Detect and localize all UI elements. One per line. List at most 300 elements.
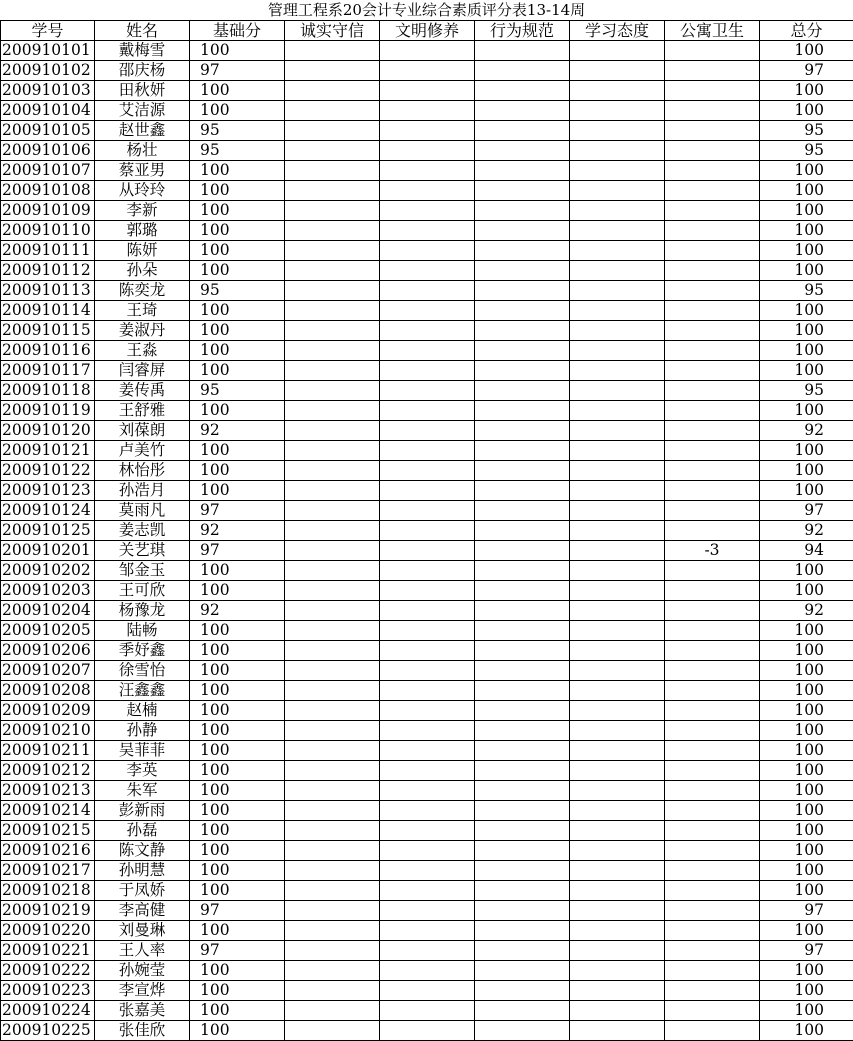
cell-civility[interactable] [380,601,475,621]
cell-honesty[interactable] [285,281,380,301]
cell-honesty[interactable] [285,781,380,801]
cell-civility[interactable] [380,281,475,301]
cell-conduct[interactable] [475,41,570,61]
cell-conduct[interactable] [475,661,570,681]
cell-base-score[interactable]: 100 [190,81,285,101]
cell-dorm-hygiene[interactable] [665,421,760,441]
cell-base-score[interactable]: 100 [190,441,285,461]
cell-conduct[interactable] [475,161,570,181]
cell-study-attitude[interactable] [570,381,665,401]
cell-civility[interactable] [380,361,475,381]
cell-dorm-hygiene[interactable] [665,181,760,201]
cell-conduct[interactable] [475,201,570,221]
cell-honesty[interactable] [285,501,380,521]
cell-name[interactable]: 赵楠 [95,701,190,721]
cell-civility[interactable] [380,581,475,601]
cell-total[interactable]: 100 [760,841,853,861]
cell-name[interactable]: 李高健 [95,901,190,921]
cell-base-score[interactable]: 100 [190,661,285,681]
cell-base-score[interactable]: 97 [190,941,285,961]
cell-honesty[interactable] [285,901,380,921]
cell-base-score[interactable]: 100 [190,321,285,341]
cell-total[interactable]: 100 [760,461,853,481]
cell-civility[interactable] [380,821,475,841]
cell-total[interactable]: 100 [760,821,853,841]
cell-student-id[interactable]: 200910203 [1,581,95,601]
cell-name[interactable]: 朱军 [95,781,190,801]
cell-base-score[interactable]: 100 [190,621,285,641]
cell-student-id[interactable]: 200910211 [1,741,95,761]
cell-dorm-hygiene[interactable] [665,161,760,181]
cell-conduct[interactable] [475,581,570,601]
cell-student-id[interactable]: 200910216 [1,841,95,861]
cell-base-score[interactable]: 100 [190,841,285,861]
cell-civility[interactable] [380,241,475,261]
cell-total[interactable]: 100 [760,641,853,661]
cell-student-id[interactable]: 200910114 [1,301,95,321]
cell-conduct[interactable] [475,421,570,441]
cell-civility[interactable] [380,341,475,361]
cell-study-attitude[interactable] [570,881,665,901]
cell-honesty[interactable] [285,621,380,641]
cell-civility[interactable] [380,301,475,321]
cell-dorm-hygiene[interactable] [665,701,760,721]
cell-honesty[interactable] [285,581,380,601]
cell-study-attitude[interactable] [570,921,665,941]
cell-student-id[interactable]: 200910219 [1,901,95,921]
cell-name[interactable]: 杨壮 [95,141,190,161]
cell-dorm-hygiene[interactable] [665,281,760,301]
cell-civility[interactable] [380,961,475,981]
cell-conduct[interactable] [475,921,570,941]
cell-base-score[interactable]: 100 [190,401,285,421]
cell-name[interactable]: 从玲玲 [95,181,190,201]
cell-student-id[interactable]: 200910125 [1,521,95,541]
cell-total[interactable]: 100 [760,441,853,461]
cell-civility[interactable] [380,181,475,201]
cell-conduct[interactable] [475,441,570,461]
cell-civility[interactable] [380,901,475,921]
cell-name[interactable]: 孙朵 [95,261,190,281]
cell-honesty[interactable] [285,641,380,661]
cell-dorm-hygiene[interactable] [665,661,760,681]
cell-student-id[interactable]: 200910220 [1,921,95,941]
cell-student-id[interactable]: 200910214 [1,801,95,821]
cell-study-attitude[interactable] [570,181,665,201]
cell-base-score[interactable]: 95 [190,281,285,301]
header-dorm-hygiene[interactable]: 公寓卫生 [665,21,760,41]
cell-honesty[interactable] [285,41,380,61]
cell-dorm-hygiene[interactable] [665,741,760,761]
cell-name[interactable]: 田秋妍 [95,81,190,101]
cell-dorm-hygiene[interactable] [665,801,760,821]
cell-honesty[interactable] [285,421,380,441]
cell-civility[interactable] [380,801,475,821]
cell-civility[interactable] [380,741,475,761]
cell-conduct[interactable] [475,141,570,161]
cell-student-id[interactable]: 200910101 [1,41,95,61]
cell-study-attitude[interactable] [570,861,665,881]
cell-honesty[interactable] [285,161,380,181]
cell-base-score[interactable]: 100 [190,861,285,881]
cell-name[interactable]: 季妤鑫 [95,641,190,661]
cell-total[interactable]: 100 [760,801,853,821]
cell-study-attitude[interactable] [570,521,665,541]
cell-dorm-hygiene[interactable] [665,601,760,621]
cell-base-score[interactable]: 100 [190,221,285,241]
cell-base-score[interactable]: 100 [190,341,285,361]
cell-study-attitude[interactable] [570,341,665,361]
cell-study-attitude[interactable] [570,321,665,341]
cell-total[interactable]: 97 [760,941,853,961]
cell-study-attitude[interactable] [570,361,665,381]
cell-name[interactable]: 王淼 [95,341,190,361]
cell-honesty[interactable] [285,521,380,541]
cell-student-id[interactable]: 200910209 [1,701,95,721]
cell-student-id[interactable]: 200910207 [1,661,95,681]
cell-base-score[interactable]: 100 [190,581,285,601]
cell-total[interactable]: 92 [760,421,853,441]
cell-conduct[interactable] [475,721,570,741]
cell-total[interactable]: 95 [760,281,853,301]
cell-base-score[interactable]: 100 [190,721,285,741]
cell-name[interactable]: 李英 [95,761,190,781]
cell-honesty[interactable] [285,441,380,461]
cell-student-id[interactable]: 200910224 [1,1001,95,1021]
cell-civility[interactable] [380,401,475,421]
cell-conduct[interactable] [475,781,570,801]
cell-student-id[interactable]: 200910117 [1,361,95,381]
cell-name[interactable]: 于凤娇 [95,881,190,901]
cell-civility[interactable] [380,441,475,461]
cell-conduct[interactable] [475,1001,570,1021]
cell-conduct[interactable] [475,301,570,321]
cell-dorm-hygiene[interactable] [665,141,760,161]
cell-student-id[interactable]: 200910112 [1,261,95,281]
cell-student-id[interactable]: 200910124 [1,501,95,521]
cell-civility[interactable] [380,861,475,881]
cell-total[interactable]: 100 [760,321,853,341]
cell-total[interactable]: 100 [760,1001,853,1021]
cell-base-score[interactable]: 100 [190,921,285,941]
cell-student-id[interactable]: 200910204 [1,601,95,621]
cell-civility[interactable] [380,881,475,901]
cell-civility[interactable] [380,921,475,941]
cell-dorm-hygiene[interactable] [665,901,760,921]
cell-conduct[interactable] [475,121,570,141]
cell-study-attitude[interactable] [570,61,665,81]
cell-name[interactable]: 杨豫龙 [95,601,190,621]
cell-name[interactable]: 张嘉美 [95,1001,190,1021]
cell-total[interactable]: 100 [760,621,853,641]
header-name[interactable]: 姓名 [95,21,190,41]
cell-base-score[interactable]: 100 [190,101,285,121]
cell-base-score[interactable]: 100 [190,261,285,281]
cell-conduct[interactable] [475,601,570,621]
cell-base-score[interactable]: 97 [190,501,285,521]
cell-study-attitude[interactable] [570,1001,665,1021]
cell-dorm-hygiene[interactable]: -3 [665,541,760,561]
cell-name[interactable]: 刘葆朗 [95,421,190,441]
cell-total[interactable]: 100 [760,661,853,681]
cell-civility[interactable] [380,661,475,681]
cell-dorm-hygiene[interactable] [665,781,760,801]
cell-conduct[interactable] [475,461,570,481]
cell-name[interactable]: 王琦 [95,301,190,321]
cell-honesty[interactable] [285,681,380,701]
cell-conduct[interactable] [475,401,570,421]
cell-base-score[interactable]: 100 [190,761,285,781]
cell-study-attitude[interactable] [570,481,665,501]
cell-civility[interactable] [380,701,475,721]
cell-conduct[interactable] [475,61,570,81]
cell-conduct[interactable] [475,841,570,861]
cell-name[interactable]: 吴菲菲 [95,741,190,761]
cell-total[interactable]: 95 [760,381,853,401]
cell-total[interactable]: 100 [760,341,853,361]
cell-base-score[interactable]: 100 [190,561,285,581]
cell-dorm-hygiene[interactable] [665,81,760,101]
cell-base-score[interactable]: 97 [190,901,285,921]
cell-honesty[interactable] [285,541,380,561]
cell-name[interactable]: 徐雪怡 [95,661,190,681]
cell-student-id[interactable]: 200910225 [1,1021,95,1041]
cell-civility[interactable] [380,41,475,61]
cell-student-id[interactable]: 200910215 [1,821,95,841]
cell-student-id[interactable]: 200910103 [1,81,95,101]
cell-honesty[interactable] [285,1021,380,1041]
cell-student-id[interactable]: 200910121 [1,441,95,461]
cell-civility[interactable] [380,121,475,141]
cell-student-id[interactable]: 200910120 [1,421,95,441]
cell-dorm-hygiene[interactable] [665,381,760,401]
cell-base-score[interactable]: 100 [190,1001,285,1021]
cell-student-id[interactable]: 200910116 [1,341,95,361]
cell-name[interactable]: 孙婉莹 [95,961,190,981]
cell-conduct[interactable] [475,261,570,281]
cell-name[interactable]: 李新 [95,201,190,221]
cell-dorm-hygiene[interactable] [665,841,760,861]
header-honesty[interactable]: 诚实守信 [285,21,380,41]
cell-dorm-hygiene[interactable] [665,241,760,261]
cell-name[interactable]: 闫睿屏 [95,361,190,381]
cell-name[interactable]: 彭新雨 [95,801,190,821]
cell-student-id[interactable]: 200910105 [1,121,95,141]
cell-name[interactable]: 郭璐 [95,221,190,241]
cell-dorm-hygiene[interactable] [665,301,760,321]
cell-student-id[interactable]: 200910221 [1,941,95,961]
cell-honesty[interactable] [285,661,380,681]
cell-dorm-hygiene[interactable] [665,201,760,221]
cell-dorm-hygiene[interactable] [665,961,760,981]
cell-dorm-hygiene[interactable] [665,501,760,521]
cell-honesty[interactable] [285,461,380,481]
cell-dorm-hygiene[interactable] [665,441,760,461]
cell-honesty[interactable] [285,561,380,581]
cell-civility[interactable] [380,681,475,701]
cell-conduct[interactable] [475,81,570,101]
cell-student-id[interactable]: 200910208 [1,681,95,701]
cell-name[interactable]: 陈妍 [95,241,190,261]
cell-study-attitude[interactable] [570,841,665,861]
cell-total[interactable]: 100 [760,781,853,801]
cell-honesty[interactable] [285,481,380,501]
cell-student-id[interactable]: 200910210 [1,721,95,741]
header-civility[interactable]: 文明修养 [380,21,475,41]
cell-conduct[interactable] [475,181,570,201]
cell-civility[interactable] [380,981,475,1001]
cell-dorm-hygiene[interactable] [665,941,760,961]
cell-student-id[interactable]: 200910206 [1,641,95,661]
cell-civility[interactable] [380,201,475,221]
cell-student-id[interactable]: 200910213 [1,781,95,801]
cell-student-id[interactable]: 200910115 [1,321,95,341]
cell-honesty[interactable] [285,881,380,901]
cell-civility[interactable] [380,261,475,281]
cell-name[interactable]: 张佳欣 [95,1021,190,1041]
cell-total[interactable]: 100 [760,1021,853,1041]
cell-dorm-hygiene[interactable] [665,521,760,541]
cell-total[interactable]: 100 [760,881,853,901]
cell-name[interactable]: 孙明慧 [95,861,190,881]
cell-conduct[interactable] [475,961,570,981]
cell-base-score[interactable]: 100 [190,741,285,761]
cell-civility[interactable] [380,561,475,581]
cell-total[interactable]: 97 [760,501,853,521]
cell-base-score[interactable]: 92 [190,601,285,621]
cell-civility[interactable] [380,941,475,961]
cell-total[interactable]: 100 [760,761,853,781]
cell-name[interactable]: 陆畅 [95,621,190,641]
cell-civility[interactable] [380,721,475,741]
cell-study-attitude[interactable] [570,261,665,281]
cell-student-id[interactable]: 200910107 [1,161,95,181]
cell-honesty[interactable] [285,921,380,941]
cell-study-attitude[interactable] [570,721,665,741]
cell-honesty[interactable] [285,81,380,101]
cell-base-score[interactable]: 92 [190,521,285,541]
cell-conduct[interactable] [475,861,570,881]
cell-study-attitude[interactable] [570,961,665,981]
cell-student-id[interactable]: 200910217 [1,861,95,881]
cell-dorm-hygiene[interactable] [665,921,760,941]
cell-study-attitude[interactable] [570,661,665,681]
cell-student-id[interactable]: 200910106 [1,141,95,161]
cell-name[interactable]: 蔡亚男 [95,161,190,181]
cell-conduct[interactable] [475,381,570,401]
cell-conduct[interactable] [475,761,570,781]
cell-name[interactable]: 王人率 [95,941,190,961]
cell-base-score[interactable]: 100 [190,701,285,721]
cell-study-attitude[interactable] [570,121,665,141]
cell-study-attitude[interactable] [570,101,665,121]
cell-study-attitude[interactable] [570,81,665,101]
cell-total[interactable]: 100 [760,241,853,261]
cell-total[interactable]: 100 [760,181,853,201]
cell-study-attitude[interactable] [570,541,665,561]
cell-honesty[interactable] [285,981,380,1001]
cell-civility[interactable] [380,461,475,481]
cell-name[interactable]: 王舒雅 [95,401,190,421]
cell-name[interactable]: 孙浩月 [95,481,190,501]
cell-student-id[interactable]: 200910212 [1,761,95,781]
cell-study-attitude[interactable] [570,781,665,801]
cell-study-attitude[interactable] [570,821,665,841]
cell-honesty[interactable] [285,181,380,201]
cell-conduct[interactable] [475,681,570,701]
cell-honesty[interactable] [285,401,380,421]
cell-base-score[interactable]: 95 [190,121,285,141]
cell-conduct[interactable] [475,821,570,841]
cell-dorm-hygiene[interactable] [665,101,760,121]
cell-name[interactable]: 孙磊 [95,821,190,841]
cell-study-attitude[interactable] [570,641,665,661]
cell-total[interactable]: 100 [760,481,853,501]
cell-civility[interactable] [380,221,475,241]
cell-dorm-hygiene[interactable] [665,561,760,581]
header-study-attitude[interactable]: 学习态度 [570,21,665,41]
cell-honesty[interactable] [285,1001,380,1021]
cell-dorm-hygiene[interactable] [665,821,760,841]
cell-name[interactable]: 孙静 [95,721,190,741]
cell-base-score[interactable]: 100 [190,161,285,181]
cell-study-attitude[interactable] [570,561,665,581]
cell-dorm-hygiene[interactable] [665,361,760,381]
cell-dorm-hygiene[interactable] [665,581,760,601]
cell-conduct[interactable] [475,321,570,341]
cell-honesty[interactable] [285,821,380,841]
cell-total[interactable]: 100 [760,261,853,281]
cell-name[interactable]: 戴梅雪 [95,41,190,61]
cell-name[interactable]: 陈文静 [95,841,190,861]
cell-civility[interactable] [380,141,475,161]
cell-student-id[interactable]: 200910122 [1,461,95,481]
cell-base-score[interactable]: 100 [190,301,285,321]
cell-base-score[interactable]: 92 [190,421,285,441]
cell-name[interactable]: 赵世鑫 [95,121,190,141]
cell-study-attitude[interactable] [570,701,665,721]
cell-conduct[interactable] [475,281,570,301]
cell-dorm-hygiene[interactable] [665,681,760,701]
cell-civility[interactable] [380,161,475,181]
cell-honesty[interactable] [285,321,380,341]
cell-honesty[interactable] [285,721,380,741]
cell-civility[interactable] [380,841,475,861]
cell-dorm-hygiene[interactable] [665,261,760,281]
cell-conduct[interactable] [475,501,570,521]
cell-civility[interactable] [380,381,475,401]
cell-study-attitude[interactable] [570,401,665,421]
cell-dorm-hygiene[interactable] [665,401,760,421]
cell-conduct[interactable] [475,741,570,761]
cell-base-score[interactable]: 100 [190,41,285,61]
cell-base-score[interactable]: 100 [190,201,285,221]
cell-honesty[interactable] [285,961,380,981]
cell-conduct[interactable] [475,481,570,501]
cell-total[interactable]: 100 [760,161,853,181]
cell-honesty[interactable] [285,261,380,281]
cell-name[interactable]: 刘曼琳 [95,921,190,941]
cell-study-attitude[interactable] [570,161,665,181]
cell-base-score[interactable]: 97 [190,61,285,81]
cell-name[interactable]: 汪鑫鑫 [95,681,190,701]
cell-study-attitude[interactable] [570,421,665,441]
cell-conduct[interactable] [475,901,570,921]
cell-total[interactable]: 100 [760,921,853,941]
cell-conduct[interactable] [475,361,570,381]
cell-honesty[interactable] [285,801,380,821]
cell-total[interactable]: 100 [760,201,853,221]
